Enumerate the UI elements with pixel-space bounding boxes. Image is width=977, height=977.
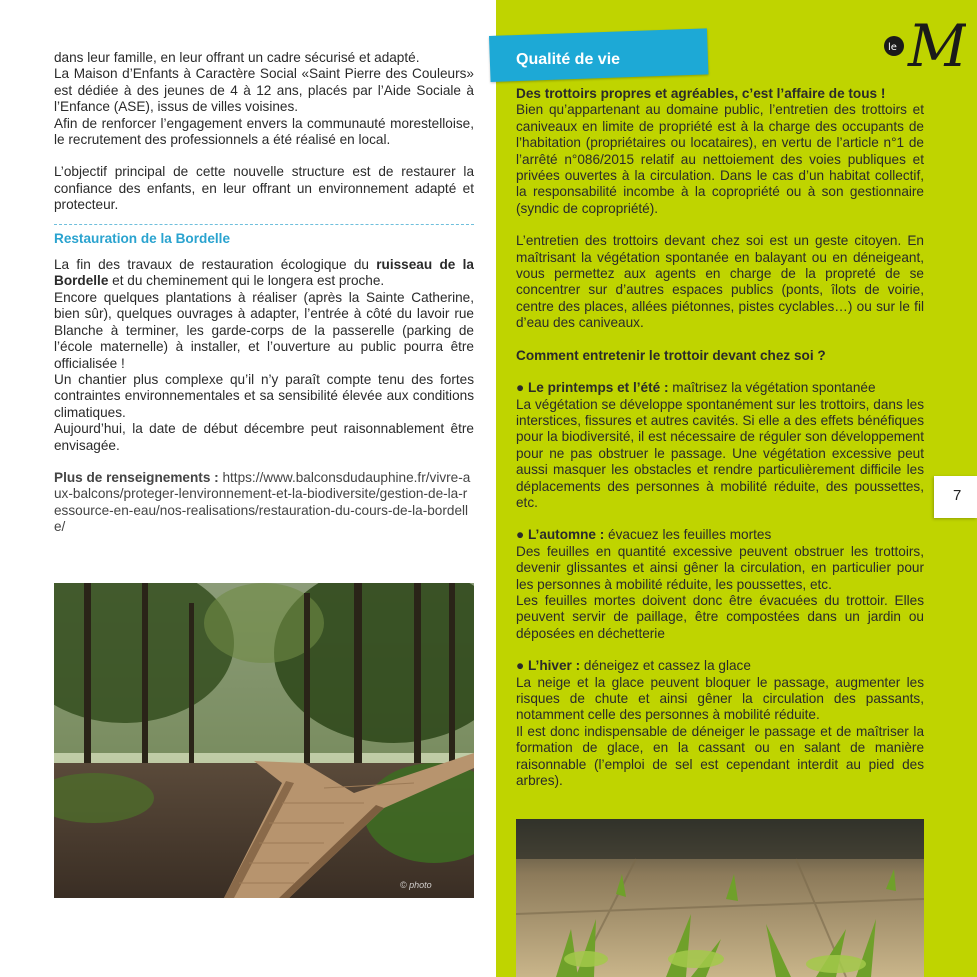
works-text-bold: ruisseau de la Bordelle xyxy=(54,257,474,289)
season-autumn-summary xyxy=(516,527,924,543)
more-info-link[interactable]: https://www.balconsdudauphine.fr/vivre-aux-balcons/proteger-lenvironnement-et-la-biodiversite/gestion-de-la-ressource-en-eau/nos-realisations/restauration-du-cours-de-la-bordelle/ xyxy=(54,469,471,535)
left-column xyxy=(54,50,474,536)
season-spring-label: ● Le printemps et l’été : xyxy=(516,380,669,396)
intro-paragraph-3: Afin de renforcer l’engagement envers la communauté morestelloise, le recrutement des professionnels a été réalisé en local. xyxy=(54,115,474,148)
season-winter-action: déneigez et cassez la glace xyxy=(580,658,751,674)
sidewalk-weeds-photo xyxy=(516,819,924,977)
season-autumn-label: ● L’automne : xyxy=(516,527,605,543)
quality-of-life-title: Qualité de vie xyxy=(516,51,621,68)
photo-credit: © photo xyxy=(400,880,432,890)
intro-paragraph-4: L’objectif principal de cette nouvelle structure est de restaurer la confiance des enfants, en leur offrant un environnement adapté et protecteur. xyxy=(54,164,474,213)
works-text-end: et du cheminement qui le longera est proche. xyxy=(108,273,385,289)
how-to-title xyxy=(516,348,924,364)
season-winter-summary xyxy=(516,658,924,674)
intro-paragraph-2: La Maison d’Enfants à Caractère Social «Saint Pierre des Couleurs» est dédiée à des jeunes de 4 à 12 ans, placés par l’Aide Sociale à l’Enfance (ASE), issus de villes voisines. xyxy=(54,66,474,115)
season-spring-paragraph: La végétation se développe spontanément sur les trottoirs, dans les interstices, fissures et autres cavités. Si elle a des effets bénéfiques pour la biodiversité, il est nécessaire de réguler son développement pour ne pas obstruer le passage. Une végétation excessive peut aussi masquer les obstacles et rendre particulièrement difficile les déplacements des personnes à mobilité réduite, des poussettes, etc. xyxy=(516,396,924,510)
le-m-logo xyxy=(882,14,966,74)
works-detail-paragraph-3: Aujourd’hui, la date de début décembre peut raisonnablement être envisagée. xyxy=(54,421,474,453)
bordelle-boardwalk-photo xyxy=(54,583,474,898)
season-autumn-paragraph-1: Des feuilles en quantité excessive peuvent obstruer les trottoirs, devenir glissantes et ainsi gêner la circulation, en particulier pour les personnes à mobilité réduite, les poussettes, etc. xyxy=(516,543,924,592)
more-info-paragraph xyxy=(54,470,474,536)
works-paragraph xyxy=(54,257,474,290)
works-text-start: La fin des travaux de restauration écologique du xyxy=(54,257,377,273)
intro-paragraph-1: dans leur famille, en leur offrant un cadre sécurisé et adapté. xyxy=(54,50,420,65)
season-autumn-paragraph-2: Les feuilles mortes doivent donc être évacuées du trottoir. Elles peuvent servir de paillage, être compostées dans un jardin ou déposées en déchetterie xyxy=(516,592,924,641)
works-detail-paragraph-2: Un chantier plus complexe qu’il n’y paraît compte tenu des fortes contraintes environnementales et sa sensibilité élevée aux conditions climatiques. xyxy=(54,371,474,420)
more-info-label: Plus de renseignements : xyxy=(54,469,219,485)
page-number: 7 xyxy=(953,487,962,504)
logo-initial: M xyxy=(908,14,966,74)
season-spring-action: maîtrisez la végétation spontanée xyxy=(668,380,876,396)
right-column xyxy=(516,86,924,789)
works-detail-paragraph-1: Encore quelques plantations à réaliser (après la Sainte Catherine, bien sûr), quelques ouvrages à adapter, l’entrée à côté du lavoir rue Blanche à terminer, les garde-corps de la passerelle (parking de l’école maternelle) à installer, et l’ouverture au public pourra être officialisée ! xyxy=(54,289,474,371)
section-title: Restauration de la Bordelle xyxy=(54,230,231,246)
season-autumn-action: évacuez les feuilles mortes xyxy=(604,527,772,543)
season-winter-paragraph-2: Il est donc indispensable de déneiger le passage et de maîtriser la formation de glace, en la cassant ou en salant de manière raisonnable (l’emploi de sel est cependant interdit au pied des arbres). xyxy=(516,723,924,789)
sidewalk-paragraph-1: Bien qu’appartenant au domaine public, l’entretien des trottoirs et caniveaux en limite de propriété est à la charge des occupants de l’habitation (propriétaires ou locataires), en vertu de l’article n°1 de l’arrêté n°086/2015 relatif au nettoiement des voies publiques et privées ouvertes à la circulation. Dans le cas d’un habitat collectif, la responsabilité incombe à la copropriété ou à son gestionnaire (syndic de copropriété). xyxy=(516,102,924,216)
logo-letters: le xyxy=(888,42,897,53)
season-winter-label: ● L’hiver : xyxy=(516,658,581,674)
sidewalk-paragraph-2: L’entretien des trottoirs devant chez soi est un geste citoyen. En maîtrisant la végétation spontanée en balayant ou en déneigeant, vous permettez aux agents en charge de la propreté de se concentrer sur d’autres espaces publics (ponts, îlots de voirie, centre des places, allées piétonnes, pistes cyclables…) ou sur le fil d’eau des caniveaux. xyxy=(516,233,924,331)
sidewalk-headline-text: Des trottoirs propres et agréables, c’est l’affaire de tous ! xyxy=(516,86,886,101)
sidewalk-headline xyxy=(516,86,924,102)
season-winter-paragraph-1: La neige et la glace peuvent bloquer le passage, augmenter les risques de chute et ainsi gêner la circulation des passants, notamment celle des personnes à mobilité réduite. xyxy=(516,674,924,723)
section-divider xyxy=(54,224,474,225)
season-spring-summary xyxy=(516,380,924,396)
how-to-title-text: Comment entretenir le trottoir devant chez soi ? xyxy=(516,347,826,363)
